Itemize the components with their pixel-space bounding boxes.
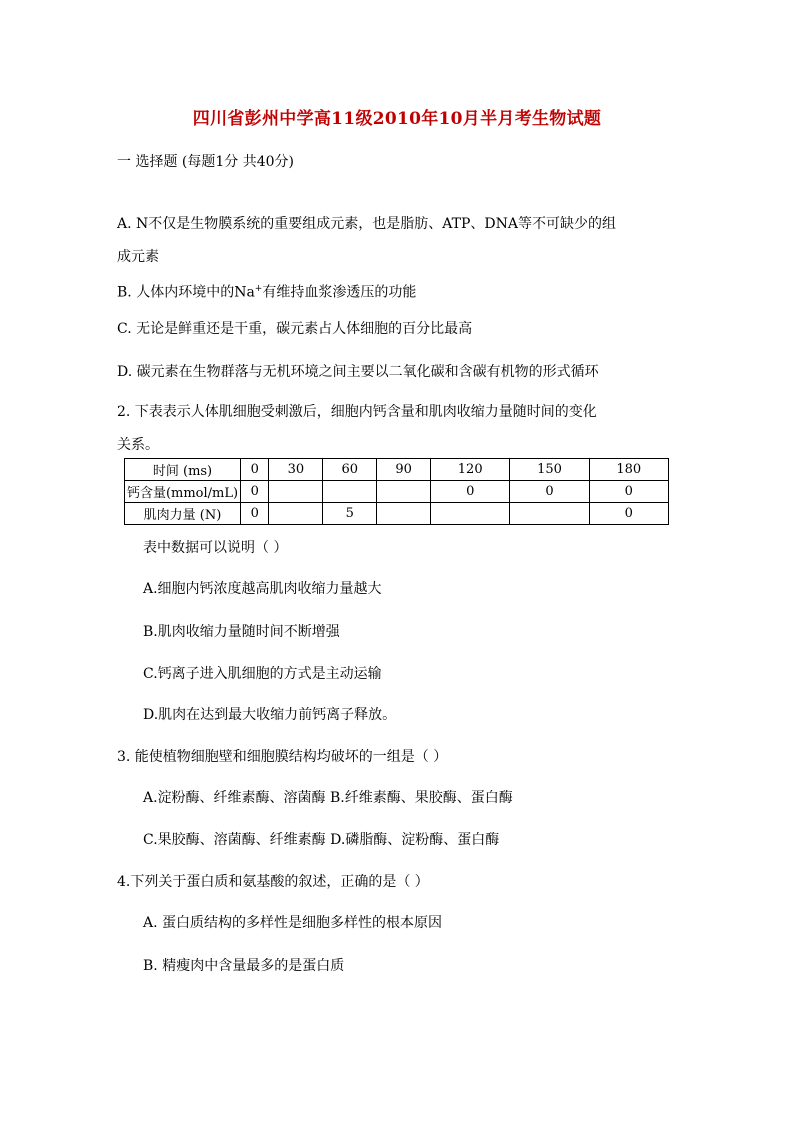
q1-option-b [117, 280, 416, 302]
q1-option-b-pre: B. 人体内环境中的Na [117, 284, 255, 301]
q4-option-b: B. 精瘦肉中含量最多的是蛋白质 [143, 958, 345, 974]
table-cell [323, 481, 377, 503]
table-cell: 5 [323, 503, 377, 525]
table-cell: 钙含量(mmol/mL) [125, 481, 241, 503]
table-cell: 60 [323, 459, 377, 481]
table-cell [431, 503, 510, 525]
q3-options-cd: C.果胶酶、溶菌酶、纤维素酶 D.磷脂酶、淀粉酶、蛋白酶 [143, 832, 500, 848]
table-row [125, 459, 669, 481]
table-cell: 0 [431, 481, 510, 503]
table-cell: 0 [589, 503, 668, 525]
table-cell: 0 [241, 459, 269, 481]
table-cell [377, 503, 431, 525]
q2-stem-line1: 2. 下表表示人体肌细胞受刺激后，细胞内钙含量和肌肉收缩力量随时间的变化 [117, 404, 597, 420]
table-cell: 120 [431, 459, 510, 481]
table-cell: 0 [589, 481, 668, 503]
q1-option-d: D. 碳元素在生物群落与无机环境之间主要以二氧化碳和含碳有机物的形式循环 [117, 364, 599, 380]
q1-option-a-line1: A. N不仅是生物膜系统的重要组成元素，也是脂肪、ATP、DNA等不可缺少的组 [117, 216, 616, 232]
q4-stem: 4.下列关于蛋白质和氨基酸的叙述，正确的是（ ） [117, 874, 429, 890]
table-cell: 0 [510, 481, 589, 503]
table-row [125, 481, 669, 503]
table-cell: 时间 (ms) [125, 459, 241, 481]
table-cell: 180 [589, 459, 668, 481]
table-cell [377, 481, 431, 503]
table-row [125, 503, 669, 525]
table-cell: 90 [377, 459, 431, 481]
table-cell: 150 [510, 459, 589, 481]
table-cell [269, 481, 323, 503]
q2-option-c: C.钙离子进入肌细胞的方式是主动运输 [143, 666, 382, 682]
q2-option-a: A.细胞内钙浓度越高肌肉收缩力量越大 [143, 581, 382, 597]
q1-option-b-post: 有维持血浆渗透压的功能 [262, 284, 417, 301]
table-cell: 0 [241, 481, 269, 503]
page-title: 四川省彭州中学高11级2010年10月半月考生物试题 [192, 109, 602, 129]
q3-stem: 3. 能使植物细胞壁和细胞膜结构均破坏的一组是（ ） [117, 749, 448, 765]
table-cell [269, 503, 323, 525]
q2-option-d: D.肌肉在达到最大收缩力前钙离子释放。 [143, 707, 397, 723]
q2-data-table [124, 458, 669, 525]
q2-stem-line2: 关系。 [117, 437, 159, 453]
q2-option-b: B.肌肉收缩力量随时间不断增强 [143, 624, 340, 640]
q1-option-c: C. 无论是鲜重还是干重，碳元素占人体细胞的百分比最高 [117, 321, 473, 337]
q3-options-ab: A.淀粉酶、纤维素酶、溶菌酶 B.纤维素酶、果胶酶、蛋白酶 [143, 790, 513, 806]
table-cell: 0 [241, 503, 269, 525]
table-cell: 30 [269, 459, 323, 481]
q2-prompt: 表中数据可以说明（ ） [143, 540, 288, 556]
section-header: 一 选择题 (每题1分 共40分) [117, 154, 294, 170]
q1-option-b-sup: + [254, 284, 263, 294]
q4-option-a: A. 蛋白质结构的多样性是细胞多样性的根本原因 [143, 915, 443, 931]
table-cell: 肌肉力量 (N) [125, 503, 241, 525]
q1-option-a-line2: 成元素 [117, 249, 159, 265]
table-cell [510, 503, 589, 525]
